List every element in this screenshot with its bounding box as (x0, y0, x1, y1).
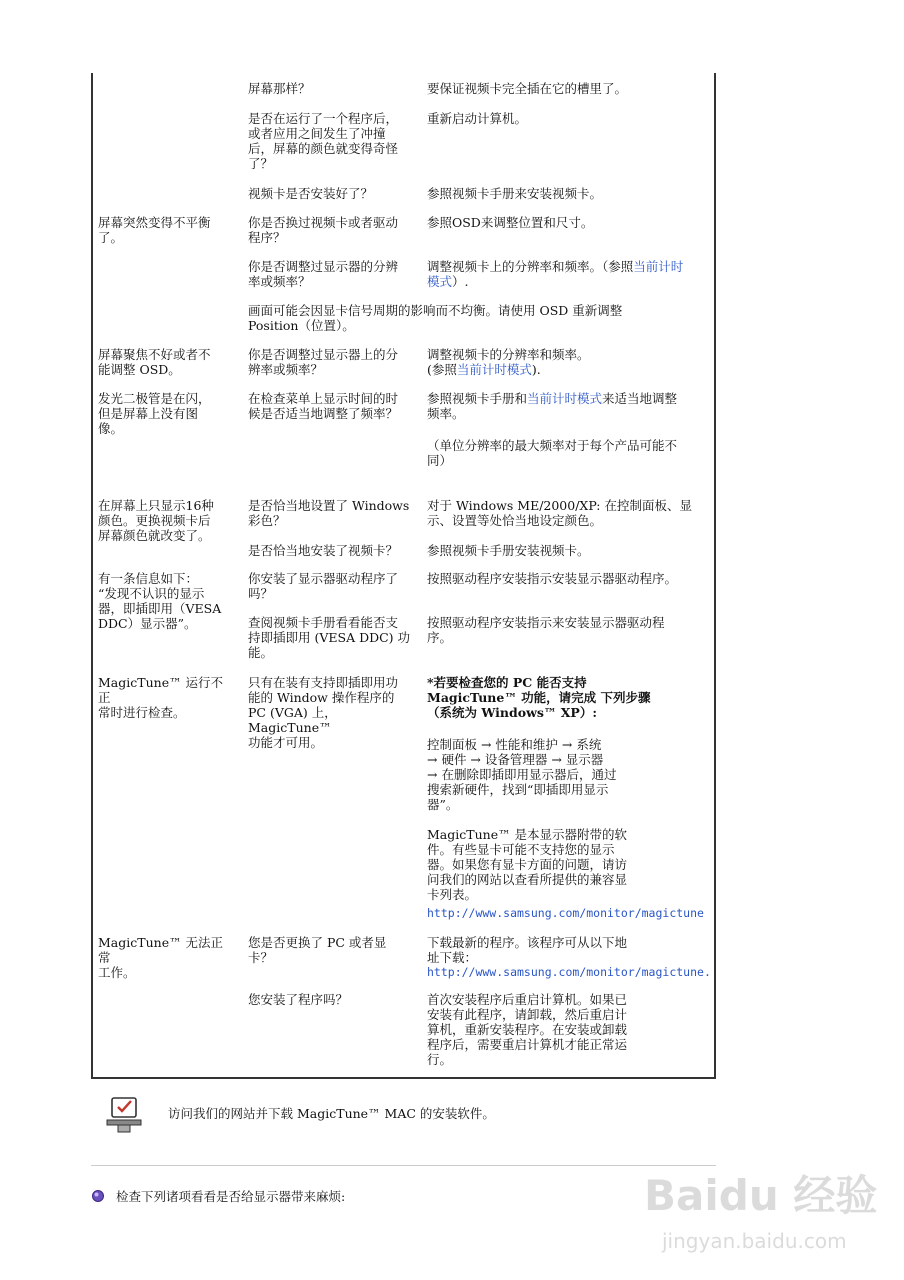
table-cell-question: 你安装了显示器驱动程序了 吗？ (248, 571, 399, 601)
table-cell-solution: 下载最新的程序。该程序可从以下地 址下载： (427, 935, 628, 965)
note-text: 访问我们的网站并下载 MagicTune™ MAC 的安装软件。 (168, 1106, 495, 1121)
table-cell-question: 是否恰当地安装了视频卡？ (248, 543, 399, 558)
note-checklist-icon (103, 1096, 145, 1134)
magictune-url-link[interactable]: http://www.samsung.com/monitor/magictune (427, 906, 704, 920)
table-cell-question: 只有在装有支持即插即用功 能的 Window 操作程序的 PC (VGA) 上，MagicTune™ 功能才可用。 (248, 675, 399, 750)
table-cell-solution: 参照OSD来调整位置和尺寸。 (427, 215, 594, 230)
table-cell-question: 您是否更换了 PC 或者显 卡？ (248, 935, 387, 965)
bullet-text: 检查下列诸项看看是否给显示器带来麻烦: (116, 1189, 346, 1204)
solution-text: ). (531, 362, 541, 377)
table-cell-solution (427, 391, 717, 421)
table-cell-question: 你是否调整过显示器上的分 辨率或频率？ (248, 347, 399, 377)
table-cell-question: 屏幕那样？ (248, 81, 311, 96)
table-cell-symptom: 有一条信息如下： “发现不认识的显示 器，即插即用（VESA DDC）显示器”。 (98, 571, 222, 631)
current-timing-mode-link[interactable]: 当前计时 (633, 259, 684, 274)
table-cell-question: 在检查菜单上显示时间的时 候是否适当地调整了频率？ (248, 391, 399, 421)
current-timing-mode-link[interactable]: 当前计时模式 (456, 362, 532, 377)
solution-text: 调整视频卡上的分辨率和频率。（参照 (427, 259, 634, 274)
solution-text: (参照 (427, 362, 457, 377)
table-cell-solution: （单位分辨率的最大频率对于每个产品可能不 同） (427, 438, 678, 468)
table-cell-solution: 按照驱动程序安装指示来安装显示器驱动程 序。 (427, 615, 665, 645)
table-cell-solution: 控制面板 → 性能和维护 → 系统 → 硬件 → 设备管理器 → 显示器 → 在删除即插即用显示器后，通过 搜索新硬件，找到“即插即用显示 器”。 (427, 737, 617, 812)
solution-text: 来适当地调整 频率。 (427, 391, 678, 421)
table-cell-symptom: MagicTune™ 运行不正 常时进行检查。 (98, 675, 224, 720)
watermark-url: jingyan.baidu.com (662, 1229, 847, 1253)
table-cell-question: 查阅视频卡手册看看能否支 持即插即用 (VESA DDC) 功 能。 (248, 615, 411, 660)
table-cell-solution: MagicTune™ 是本显示器附带的软 件。有些显卡可能不支持您的显示 器。如果您有显卡方面的问题，请访 问我们的网站以查看所提供的兼容显 卡列表。 (427, 827, 628, 902)
table-cell-solution (427, 259, 712, 289)
table-cell-symptom: MagicTune™ 无法正常 工作。 (98, 935, 224, 980)
magictune-url-link[interactable]: http://www.samsung.com/monitor/magictune. (427, 965, 711, 979)
table-cell-solution: 要保证视频卡完全插在它的槽里了。 (427, 81, 628, 96)
table-cell-solution (427, 347, 717, 377)
watermark-brand: Baidu 经验 (644, 1171, 878, 1220)
table-cell-question: 您安装了程序吗？ (248, 992, 349, 1007)
bullet-icon (91, 1189, 105, 1203)
table-cell-solution: 对于 Windows ME/2000/XP: 在控制面板、显 示、设置等处恰当地设定颜色。 (427, 498, 692, 528)
baidu-jingyan-watermark (634, 1150, 894, 1270)
solution-text: 调整视频卡的分辨率和频率。 (427, 347, 590, 362)
table-cell-question: 你是否调整过显示器的分辨 率或频率？ (248, 259, 399, 289)
table-cell-symptom: 发光二极管是在闪， 但是屏幕上没有图 像。 (98, 391, 211, 436)
table-cell-span-note: 画面可能会因显卡信号周期的影响而不均衡。请使用 OSD 重新调整 Position（位置）。 (248, 303, 623, 333)
table-cell-question: 视频卡是否安装好了？ (248, 186, 374, 201)
current-timing-mode-link[interactable]: 当前计时模式 (527, 391, 603, 406)
table-cell-question: 是否恰当地设置了 Windows 彩色？ (248, 498, 410, 528)
table-cell-solution: 参照视频卡手册安装视频卡。 (427, 543, 590, 558)
table-cell-solution: 按照驱动程序安装指示安装显示器驱动程序。 (427, 571, 678, 586)
table-cell-solution: 重新启动计算机。 (427, 111, 528, 126)
table-cell-solution: 首次安装程序后重启计算机。如果已 安装有此程序，请卸载，然后重启计 算机，重新安装程序。在安装或卸载 程序后，需要重启计算机才能正常运 行。 (427, 992, 628, 1067)
table-cell-question: 是否在运行了一个程序后， 或者应用之间发生了冲撞 后，屏幕的颜色就变得奇怪 了？ (248, 111, 399, 171)
table-cell-question: 你是否换过视频卡或者驱动 程序？ (248, 215, 399, 245)
solution-text: 参照视频卡手册和 (427, 391, 528, 406)
section-divider (91, 1165, 716, 1166)
table-cell-symptom: 屏幕突然变得不平衡 了。 (98, 215, 211, 245)
current-timing-mode-link-cont[interactable]: 模式 (427, 274, 453, 289)
table-cell-symptom: 在屏幕上只显示16种 颜色。更换视频卡后 屏幕颜色就改变了。 (98, 498, 214, 543)
table-cell-solution: 参照视频卡手册来安装视频卡。 (427, 186, 603, 201)
solution-text: ）. (452, 274, 469, 289)
table-cell-solution-heading: *若要检查您的 PC 能否支持 MagicTune™ 功能，请完成 下列步骤 （系统为 Windows™ XP）: (427, 675, 651, 720)
table-cell-symptom: 屏幕聚焦不好或者不 能调整 OSD。 (98, 347, 211, 377)
